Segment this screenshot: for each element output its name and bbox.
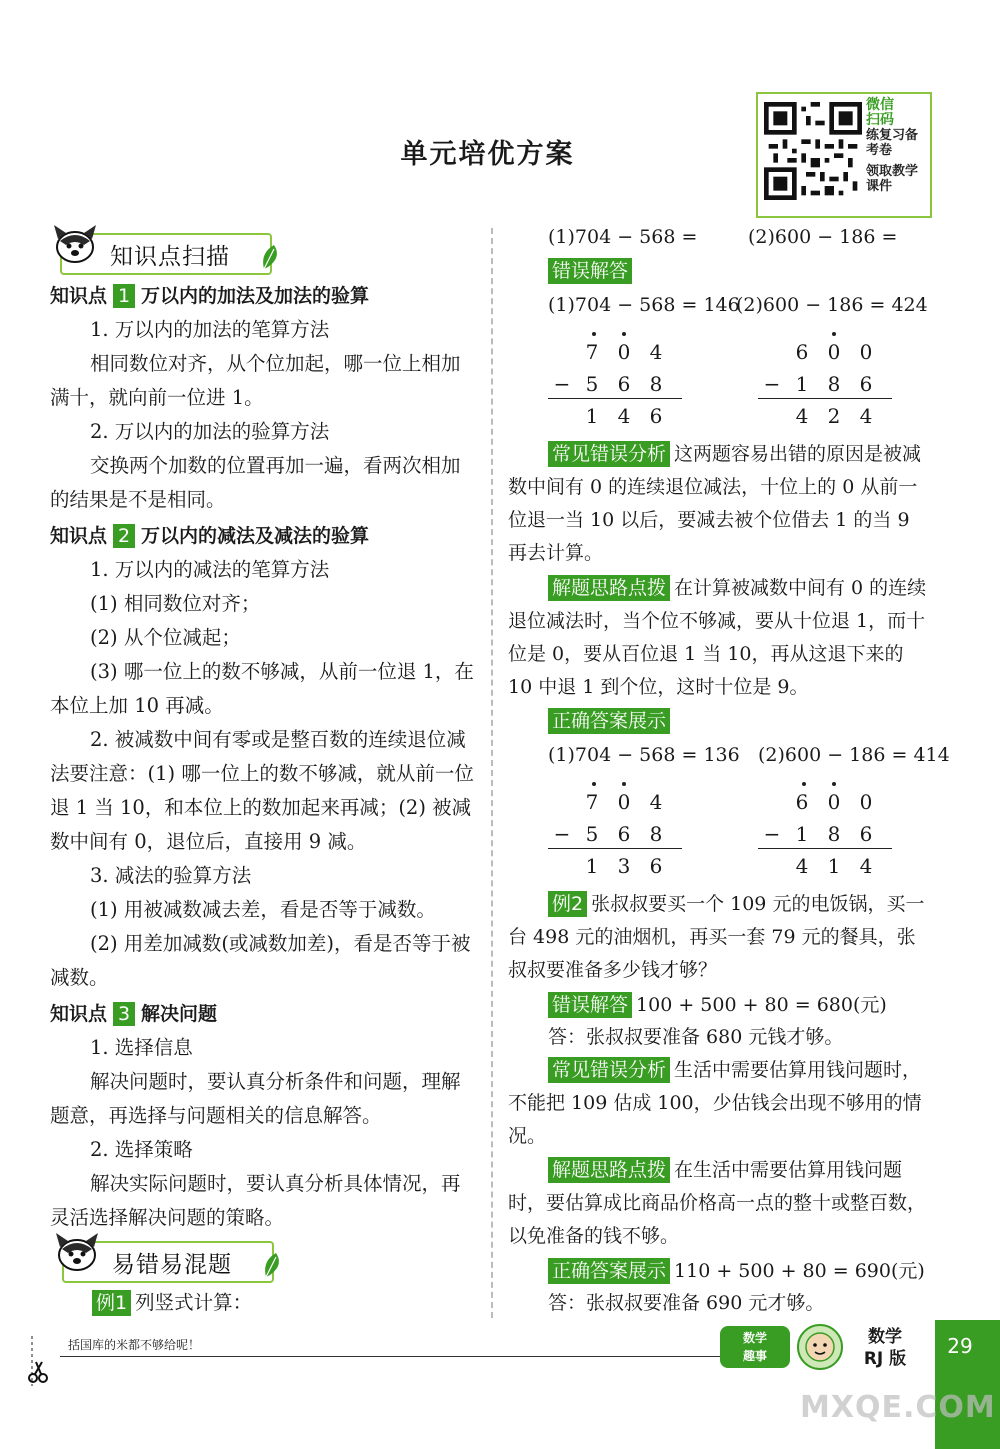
ex1-correct-1: (1)704 − 568 = 136 xyxy=(548,744,740,766)
kp-label: 知识点 xyxy=(50,285,108,307)
ex2-wrong xyxy=(548,990,887,1020)
dog-mascot-icon xyxy=(52,1229,102,1273)
kp-title: 万以内的减法及减法的验算 xyxy=(141,525,370,547)
column-divider xyxy=(491,228,493,1318)
carry-dot xyxy=(592,782,596,786)
knowledge-point-1 xyxy=(50,279,475,313)
digit: 8 xyxy=(649,372,663,396)
kp-label: 知识点 xyxy=(50,1003,108,1025)
hint-text: 在生活中需要估算用钱问题时，要估算成比商品价格高一点的整十或整百数，以免准备的钱不够。 xyxy=(508,1159,927,1247)
qr-label-scan: 扫码 xyxy=(866,112,894,128)
leaf-icon xyxy=(262,1251,284,1279)
minus-sign: − xyxy=(763,372,781,396)
digit: 4 xyxy=(859,854,873,878)
tag-label: 常见错误分析 xyxy=(548,441,670,467)
text-line: 1. 万以内的减法的笔算方法 xyxy=(90,558,330,581)
text-line: (1) 用被减数减去差，看是否等于减数。 xyxy=(90,898,436,921)
text-line: 解决实际问题时，要认真分析具体情况，再灵活选择解决问题的策略。 xyxy=(50,1172,461,1229)
ex1-problem-1: (1)704 − 568 = xyxy=(548,226,698,248)
kp-title: 解决问题 xyxy=(141,1003,218,1025)
digit: 5 xyxy=(585,822,599,846)
digit: 1 xyxy=(585,404,599,428)
digit: 8 xyxy=(827,372,841,396)
watermark: MXQE.COM xyxy=(800,1390,996,1425)
digit: 3 xyxy=(617,854,631,878)
dog-mascot-icon xyxy=(50,221,100,265)
digit: 4 xyxy=(617,404,631,428)
text-line: 2. 选择策略 xyxy=(90,1138,193,1161)
fun-label-2: 趣事 xyxy=(742,1349,767,1363)
leaf-icon xyxy=(260,243,282,271)
digit: 1 xyxy=(795,822,809,846)
kp-label: 知识点 xyxy=(50,525,108,547)
ex2-analysis xyxy=(508,1054,932,1153)
text-line: (3) 哪一位上的数不够减，从前一位退 1，在本位上加 10 再减。 xyxy=(50,660,474,717)
calc-rule xyxy=(758,848,892,849)
digit: 4 xyxy=(795,404,809,428)
digit: 8 xyxy=(827,822,841,846)
knowledge-point-3 xyxy=(50,997,475,1031)
text-line: (2) 从个位减起； xyxy=(90,626,241,649)
minus-sign: − xyxy=(553,372,571,396)
correct-expression: 110 + 500 + 80 = 690(元) xyxy=(674,1260,925,1282)
digit: 6 xyxy=(617,372,631,396)
subject-label: 数学 xyxy=(868,1327,902,1347)
digit: 1 xyxy=(795,372,809,396)
qr-label-exam: 考卷 xyxy=(866,143,893,158)
ex1-problem-2: (2)600 − 186 = xyxy=(748,226,898,248)
carry-dot xyxy=(802,782,806,786)
digit: 0 xyxy=(617,790,631,814)
text-line: 2. 万以内的加法的验算方法 xyxy=(90,420,330,443)
digit: 0 xyxy=(859,340,873,364)
carry-dot xyxy=(832,782,836,786)
example-1-prompt xyxy=(92,1288,252,1318)
digit: 6 xyxy=(617,822,631,846)
tag-label: 解题思路点拨 xyxy=(548,575,670,601)
tag-correct-1 xyxy=(548,708,674,734)
page-number: 29 xyxy=(947,1334,973,1358)
carry-dot xyxy=(592,332,596,336)
book-label xyxy=(845,1326,925,1370)
scissors-icon xyxy=(24,1336,52,1386)
calc-rule xyxy=(758,398,892,399)
tag-label: 正确答案展示 xyxy=(548,708,670,734)
ex1-wrong-1: (1)704 − 568 = 146 xyxy=(548,294,740,316)
example-text: 张叔叔要买一个 109 元的电饭锅，买一台 498 元的油烟机，再买一套 79 元的餐具，张叔叔要准备多少钱才够？ xyxy=(508,893,925,981)
tag-label: 错误解答 xyxy=(548,258,632,284)
tag-wrong-answer-1 xyxy=(548,258,636,284)
analysis-text: 生活中需要估算用钱问题时，不能把 109 估成 100，少估钱会出现不够用的情况。 xyxy=(508,1059,922,1147)
carry-dot xyxy=(832,332,836,336)
section-title-mistakes: 易错易混题 xyxy=(112,1251,232,1278)
qr-label-courseware: 课件 xyxy=(866,179,893,194)
digit: 6 xyxy=(795,340,809,364)
tag-label: 解题思路点拨 xyxy=(548,1157,670,1183)
example-tag: 例2 xyxy=(548,891,587,917)
tag-label: 常见错误分析 xyxy=(548,1057,670,1083)
qr-code-panel[interactable] xyxy=(756,92,932,218)
text-line: (1) 相同数位对齐； xyxy=(90,592,261,615)
ex1-correct-2: (2)600 − 186 = 414 xyxy=(758,744,950,766)
kp-number-badge: 2 xyxy=(113,524,135,548)
hint-text: 在计算被减数中间有 0 的连续退位减法时，当个位不够减，要从十位退 1，而十位是 0，要从百位退 1 当 10，再从这退下来的 10 中退 1 到个位，这时十位是 9。 xyxy=(508,577,927,698)
section-title-knowledge: 知识点扫描 xyxy=(110,243,230,270)
example-2-prompt xyxy=(508,888,932,987)
ex2-correct xyxy=(548,1256,925,1286)
ex1-wrong-2: (2)600 − 186 = 424 xyxy=(736,294,928,316)
digit: 6 xyxy=(859,822,873,846)
math-fun-badge xyxy=(720,1326,790,1368)
analysis-text: 这两题容易出错的原因是被减数中间有 0 的连续退位减法，十位上的 0 从前一位退一当 10 以后，要减去被个位借去 1 的当 9 再去计算。 xyxy=(508,443,922,564)
text-line: 相同数位对齐，从个位加起，哪一位上相加满十，就向前一位进 1。 xyxy=(50,352,461,409)
digit: 0 xyxy=(859,790,873,814)
ex2-correct-answer: 答：张叔叔要准备 690 元才够。 xyxy=(548,1292,825,1314)
ex1-hint xyxy=(508,572,932,704)
kp-title: 万以内的加法及加法的验算 xyxy=(141,285,370,307)
digit: 4 xyxy=(859,404,873,428)
text-line: 交换两个加数的位置再加一遍，看两次相加的结果是不是相同。 xyxy=(50,454,461,511)
calc-rule xyxy=(548,398,682,399)
text-line: 2. 被减数中间有零或是整百数的连续退位减法要注意：(1) 哪一位上的数不够减，就从前一位退 1 当 10，和本位上的数加起来再减；(2) 被减数中间有 0，退位后，直接用 9 减。 xyxy=(50,728,474,853)
example-text: 列竖式计算： xyxy=(135,1291,253,1314)
qr-label-practice: 练复习备 xyxy=(866,128,919,143)
digit: 4 xyxy=(795,854,809,878)
ex2-wrong-answer: 答：张叔叔要准备 680 元钱才够。 xyxy=(548,1026,844,1048)
kp-number-badge: 3 xyxy=(113,1002,135,1026)
edition-label: RJ 版 xyxy=(863,1349,907,1369)
calc-rule xyxy=(548,848,682,849)
text-line: 解决问题时，要认真分析条件和问题，理解题意，再选择与问题相关的信息解答。 xyxy=(50,1070,461,1127)
digit: 8 xyxy=(649,822,663,846)
text-line: 3. 减法的验算方法 xyxy=(90,864,252,887)
footer-note: 括国库的米都不够给呢！ xyxy=(68,1338,201,1352)
digit: 0 xyxy=(617,340,631,364)
footer-rule xyxy=(60,1356,720,1357)
kp-number-badge: 1 xyxy=(113,284,135,308)
digit: 1 xyxy=(585,854,599,878)
qr-code-icon xyxy=(764,102,862,200)
digit: 2 xyxy=(827,404,841,428)
qr-caption xyxy=(866,98,918,194)
fun-label-1: 数学 xyxy=(742,1331,767,1345)
text-line: (2) 用差加减数(或减数加差)，看是否等于被减数。 xyxy=(50,932,471,989)
qr-label-teach: 领取教学 xyxy=(866,164,919,179)
knowledge-point-2 xyxy=(50,519,475,553)
ex1-analysis xyxy=(508,438,932,570)
digit: 0 xyxy=(827,790,841,814)
ex2-hint xyxy=(508,1154,932,1253)
page-title: 单元培优方案 xyxy=(400,139,575,170)
qr-label-wechat: 微信 xyxy=(866,97,894,113)
digit: 1 xyxy=(827,854,841,878)
wrong-expression: 100 + 500 + 80 = 680(元) xyxy=(636,994,887,1016)
minus-sign: − xyxy=(553,822,571,846)
carry-dot xyxy=(622,782,626,786)
digit: 6 xyxy=(649,854,663,878)
tag-label: 错误解答 xyxy=(548,992,632,1018)
section-banner-mistakes xyxy=(62,1240,274,1284)
mascot-face-icon xyxy=(795,1322,845,1372)
digit: 5 xyxy=(585,372,599,396)
digit: 6 xyxy=(859,372,873,396)
digit: 4 xyxy=(649,340,663,364)
example-tag: 例1 xyxy=(92,1290,131,1316)
digit: 6 xyxy=(649,404,663,428)
digit: 4 xyxy=(649,790,663,814)
digit: 7 xyxy=(585,340,599,364)
tag-label: 正确答案展示 xyxy=(548,1258,670,1284)
text-line: 1. 万以内的加法的笔算方法 xyxy=(90,318,330,341)
digit: 6 xyxy=(795,790,809,814)
text-line: 1. 选择信息 xyxy=(90,1036,193,1059)
digit: 7 xyxy=(585,790,599,814)
carry-dot xyxy=(622,332,626,336)
left-column xyxy=(50,279,475,1235)
section-banner-knowledge xyxy=(60,232,272,276)
digit: 0 xyxy=(827,340,841,364)
minus-sign: − xyxy=(763,822,781,846)
